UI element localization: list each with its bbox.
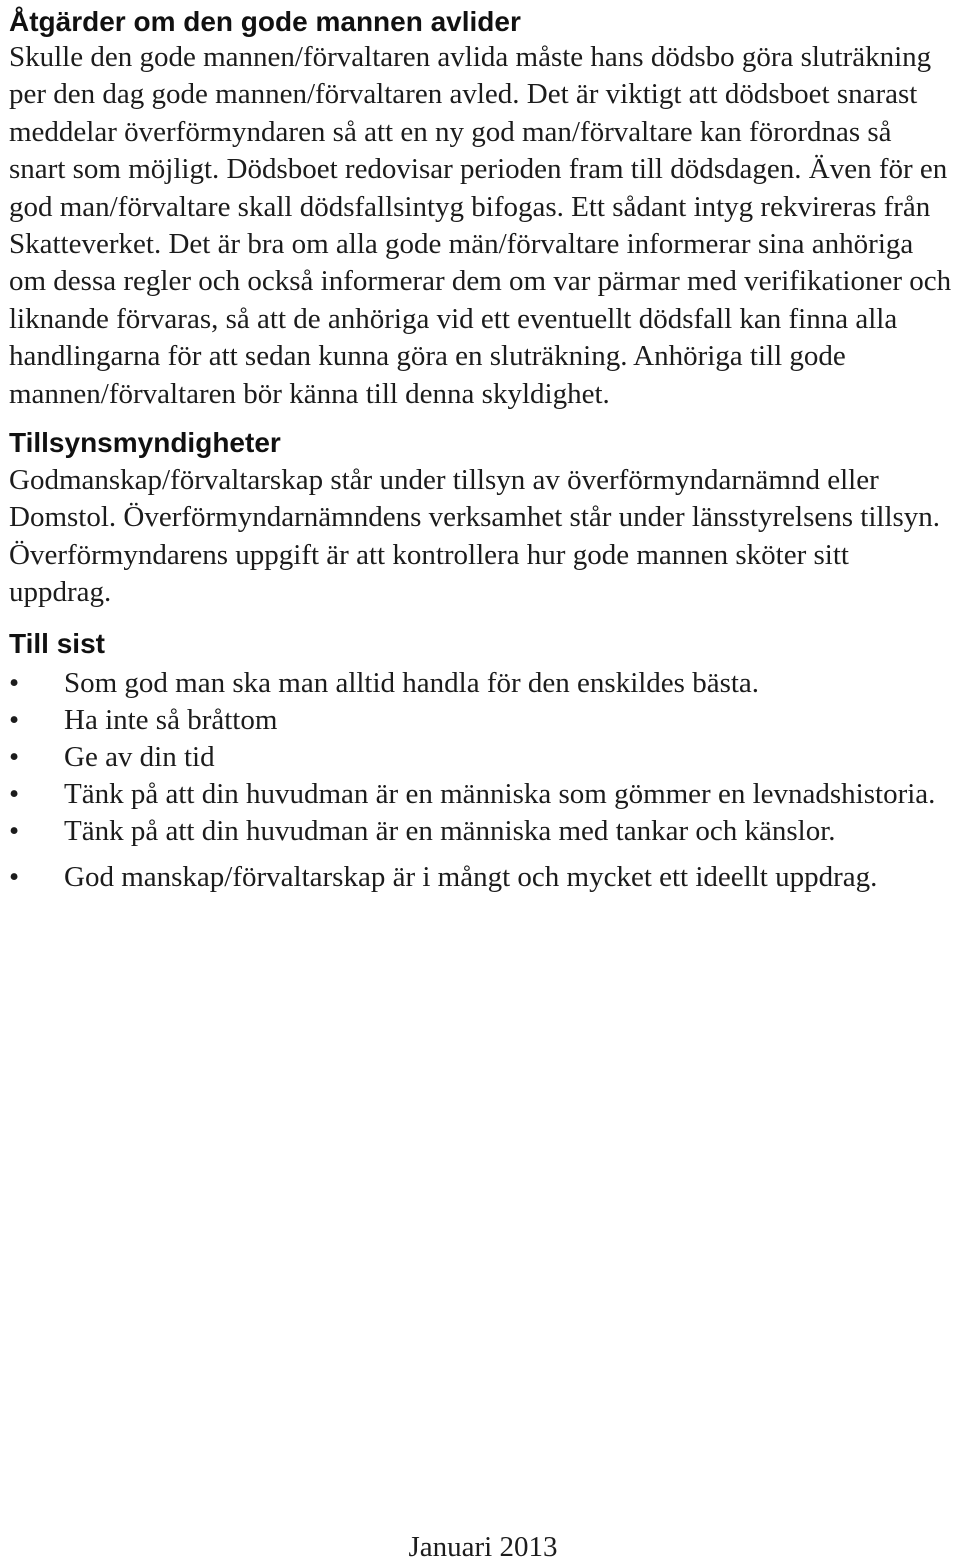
list-item-text: God manskap/förvaltarskap är i mångt och mycket ett ideellt uppdrag. [64,860,878,893]
section-body-death: Skulle den gode mannen/förvaltaren avlida måste hans dödsbo göra sluträkning per den dag gode mannen/förvaltaren avled. Det är viktigt att dödsboet snarast meddelar överförmyndaren så att en ny god man/förvaltare kan förordnas så snart som möjligt. Dödsboet redovisar perioden fram till dödsdagen. Även för en god man/förvaltare skall dödsfallsintyg bifogas. Ett sådant intyg rekvireras från Skatteverket. Det är bra om alla gode män/förvaltare informerar sina anhöriga om dessa regler och också informerar dem om var pärmar med verifikationer och liknande förvaras, så att de anhöriga vid ett eventuellt dödsfall kan finna alla handlingarna för att sedan kunna göra en sluträkning. Anhöriga till gode mannen/förvaltaren bör känna till denna skyldighet. [9,41,952,410]
bullet-icon: • [9,860,20,893]
list-item [9,665,942,702]
list-item [9,702,942,739]
list-item [9,813,942,850]
list-item-text: Ge av din tid [64,740,215,773]
bullet-icon: • [9,777,20,810]
list-item-text: Som god man ska man alltid handla för den enskildes bästa. [64,666,760,699]
footer-date: Januari 2013 [408,1531,558,1563]
bullet-icon: • [9,703,20,736]
document-page [9,0,953,896]
list-item-text: Ha inte så bråttom [64,703,278,736]
bullet-icon: • [9,814,20,847]
list-item-text: Tänk på att din huvudman är en människa med tankar och känslor. [64,814,836,847]
section-heading-supervision: Tillsynsmyndigheter [9,427,281,459]
list-item [9,776,942,813]
section-body-supervision: Godmanskap/förvaltarskap står under tillsyn av överförmyndarnämnd eller Domstol. Överförmyndarnämndens verksamhet står under länsstyrelsens tillsyn. Överförmyndarens uppgift är att kontrollera hur gode mannen sköter sitt uppdrag. [9,464,941,609]
section-heading-death: Åtgärder om den gode mannen avlider [9,6,521,37]
list-item [9,739,942,776]
list-item [9,859,942,896]
bullet-icon: • [9,740,20,773]
section-heading-final: Till sist [9,627,105,659]
bullet-icon: • [9,666,20,699]
list-item-text: Tänk på att din huvudman är en människa som gömmer en levnadshistoria. [64,777,936,810]
final-bullet-list [9,665,953,896]
